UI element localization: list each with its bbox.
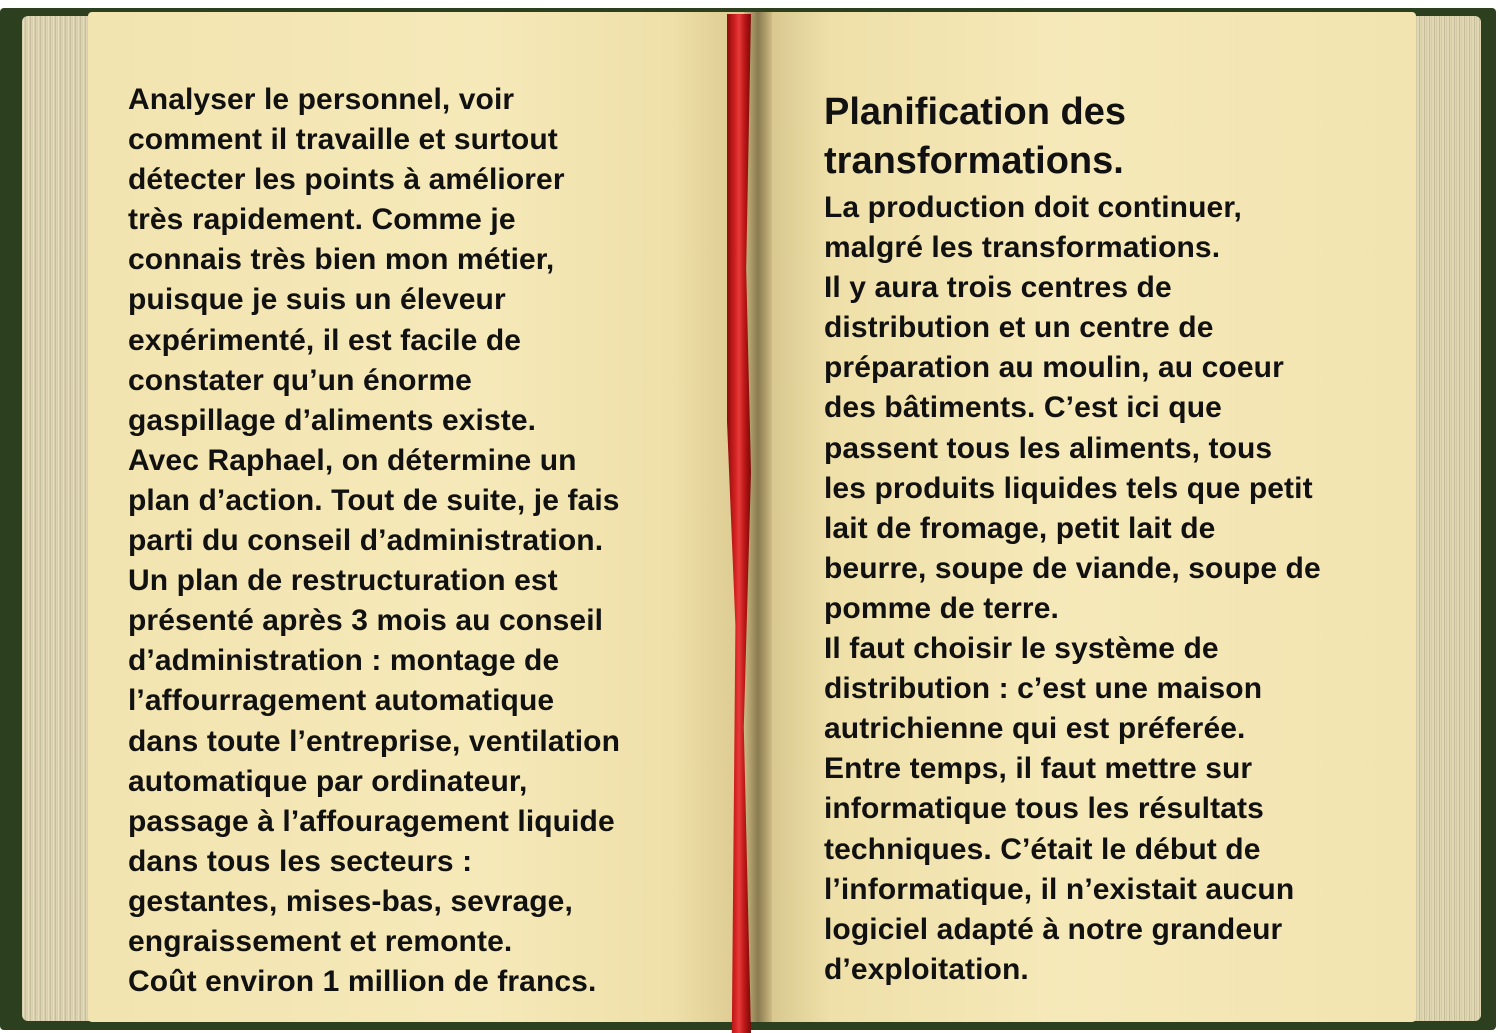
right-page-title: Planification des transformations. (824, 91, 1126, 182)
right-page-edges (1405, 16, 1481, 1021)
left-page-edges (22, 16, 92, 1021)
left-page-text: Analyser le personnel, voir comment il travaille et surtout détecter les points à améliorer très rapidement. Comme je connais très bien mon métier, puisque je suis un éleveur expérimenté, il est facile de constater qu’un énorme gaspillage d’aliments existe. Avec Raphael, on détermine un plan d’action. Tout de suite, je fais parti du conseil d’administration. Un plan de restructuration est présenté après 3 mois au conseil d’administration : montage de l’affourragement automatique dans toute l’entreprise, ventilation automatique par ordinateur, passage à l’affouragement liquide dans tous les secteurs : gestantes, mises-bas, sevrage, engraissement et remonte. Coût environ 1 million de francs. (128, 83, 621, 999)
right-page-text: La production doit continuer, malgré les transformations. Il y aura trois centres de distribution et un centre de préparation au moulin, au coeur des bâtiments. C’est ici que passent tous les aliments, tous les produits liquides tels que petit lait de fromage, petit lait de beurre, soupe de viande, soupe de pomme de terre. Il faut choisir le système de distribution : c’est une maison autrichienne qui est préferée. Entre temps, il faut mettre sur informatique tous les résultats techniques. C’était le début de l’informatique, il n’existait aucun logiciel adapté à notre grandeur d’exploitation. (824, 191, 1321, 986)
